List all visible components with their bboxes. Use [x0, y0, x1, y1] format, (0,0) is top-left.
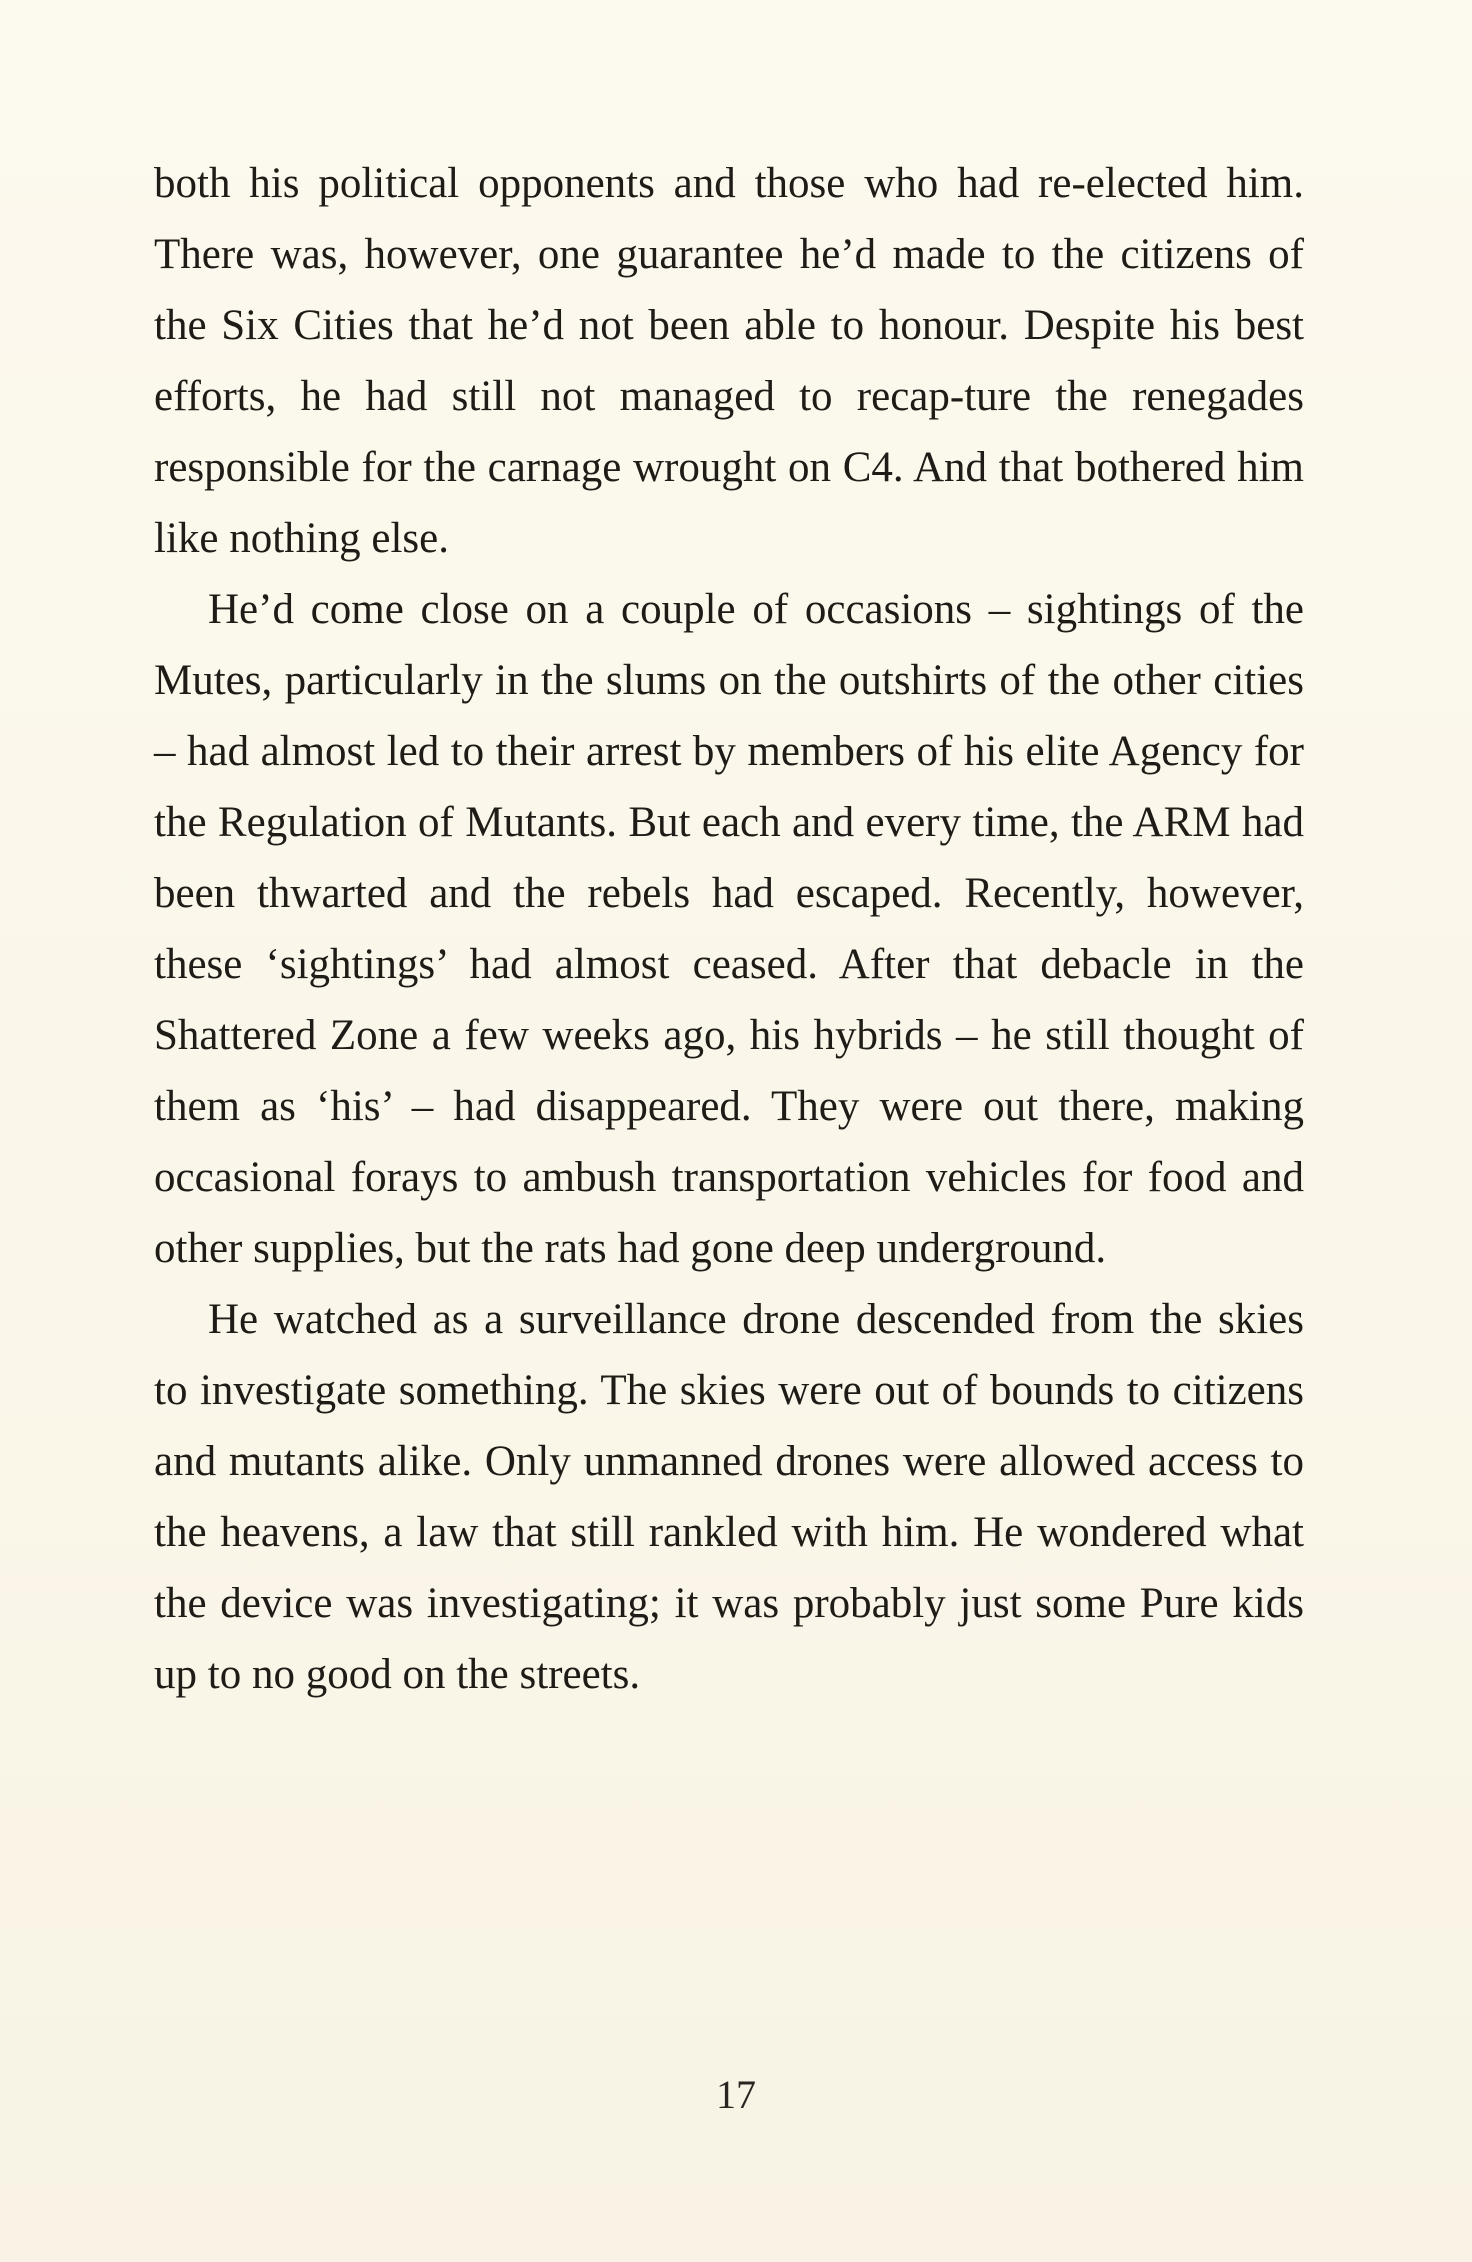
page-number: 17 [716, 2072, 756, 2117]
body-text [154, 148, 1304, 1710]
paragraph-3: He watched as a surveillance drone descended from the skies to investigate something. The skies were out of bounds to citizens and mutants alike. Only unmanned drones were allowed access to the heavens, a law that still rankled with him. He wondered what the device was investigating; it was probably just some Pure kids up to no good on the streets. [154, 1296, 1304, 1698]
paragraph-2: He’d come close on a couple of occasions – sightings of the Mutes, particularly in the slums on the outshirts of the other cities – had almost led to their arrest by members of his elite Agency for the Regulation of Mutants. But each and every time, the ARM had been thwarted and the rebels had escaped. Recently, however, these ‘sightings’ had almost ceased. After that debacle in the Shattered Zone a few weeks ago, his hybrids – he still thought of them as ‘his’ – had disappeared. They were out there, making occasional forays to ambush transportation vehicles for food and other supplies, but the rats had gone deep underground. [154, 586, 1304, 1272]
paragraph-1: both his political opponents and those who had re-elected him. There was, however, one guarantee he’d made to the citizens of the Six Cities that he’d not been able to honour. Despite his best efforts, he had still not managed to recap-ture the renegades responsible for the carnage wrought on C4. And that bothered him like nothing else. [154, 160, 1304, 562]
